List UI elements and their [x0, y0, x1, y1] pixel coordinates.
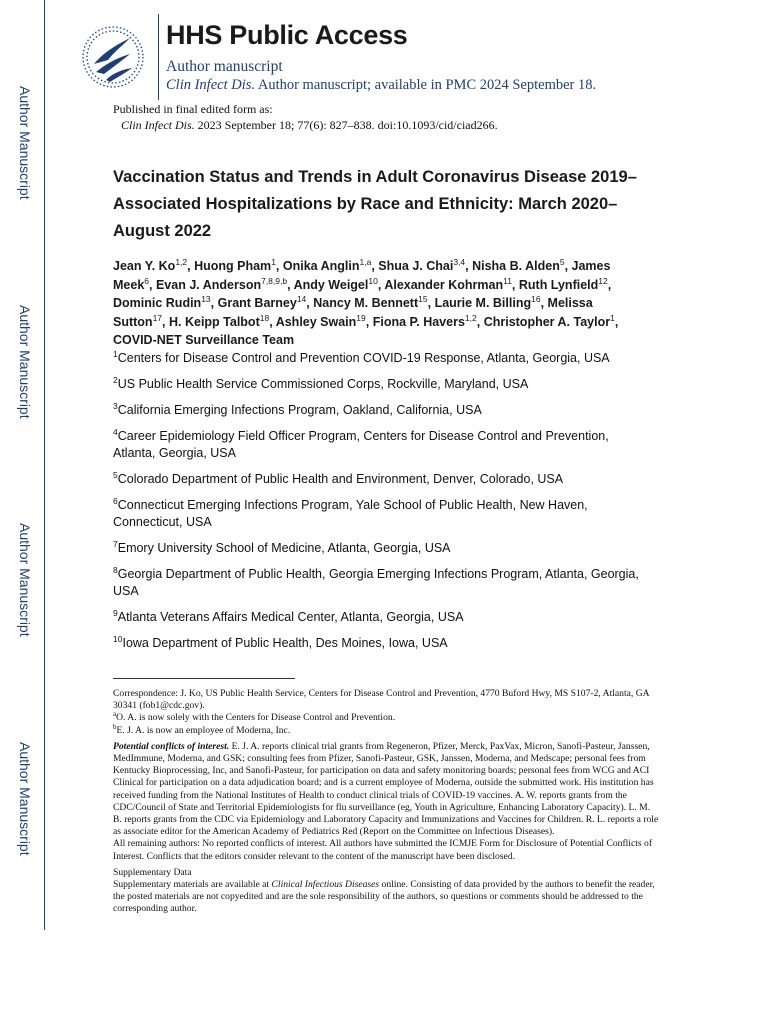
- affiliation-item: [113, 350, 653, 367]
- author-affiliation-marker: 10: [368, 275, 378, 286]
- affiliation-text: Career Epidemiology Field Officer Program, Centers for Disease Control and Prevention, Atlanta, Georgia, USA: [113, 429, 609, 460]
- supplementary-heading: Supplementary Data: [113, 866, 192, 878]
- author-separator: ,: [427, 296, 435, 310]
- author-separator: ,: [371, 259, 379, 273]
- author-name: Fiona P. Havers: [372, 314, 465, 329]
- affiliation-item: [113, 635, 653, 652]
- author-separator: ,: [607, 277, 612, 292]
- author-name: Andy Weigel: [293, 277, 369, 292]
- author-affiliation-marker: 1: [610, 312, 615, 323]
- author-separator: ,: [465, 259, 473, 273]
- affiliation-item: [113, 428, 653, 462]
- affiliation-number: 2: [113, 374, 118, 385]
- footnotes: [113, 688, 659, 916]
- supp-text-post: online. Consisting of data provided by the authors to benefit the reader, the posted materials are not copyedited and are the sole responsibility of the authors, so questions or comments should be addressed to the corresponding author.: [113, 879, 655, 915]
- affiliation-list: [113, 350, 653, 661]
- published-block: [113, 101, 498, 133]
- author-affiliation-marker: 1,a: [359, 256, 372, 267]
- affiliation-number: 7: [113, 538, 118, 549]
- author-separator: ,: [564, 259, 572, 273]
- author-list: [113, 257, 643, 350]
- author-name: Jean Y. Ko: [113, 259, 176, 273]
- author-separator: ,: [149, 277, 156, 292]
- author-separator: ,: [162, 314, 169, 329]
- affiliation-text: California Emerging Infections Program, Oakland, California, USA: [117, 403, 482, 417]
- author-name: Ashley Swain: [275, 314, 357, 329]
- affiliation-text: Iowa Department of Public Health, Des Moines, Iowa, USA: [122, 636, 448, 650]
- author-name: Dominic Rudin: [113, 296, 202, 310]
- affiliation-item: [113, 471, 653, 488]
- author-manuscript-label: Author manuscript: [166, 58, 283, 75]
- author-name: Ruth Lynfield: [518, 277, 599, 292]
- affiliation-item: [113, 609, 653, 626]
- affiliation-item: [113, 497, 653, 531]
- side-label-author-manuscript: Author Manuscript: [17, 742, 33, 856]
- citation-details: 2023 September 18; 77(6): 827–838. doi:10.1093/cid/ciad266.: [197, 118, 498, 132]
- citation-journal: Clin Infect Dis.: [121, 118, 195, 132]
- author-name: Grant Barney: [217, 296, 297, 310]
- author-separator: ,: [306, 296, 314, 310]
- availability-line: [166, 77, 596, 94]
- logo-container: [72, 14, 159, 100]
- affiliation-item: [113, 376, 653, 393]
- remaining-authors-note: All remaining authors: No reported conflicts of interest. All authors have submitted the ICMJE Form for Disclosure of Potential Conflicts of Interest. Conflicts that the editors consider relevant to the content of the manuscript have been disclosed.: [113, 838, 653, 862]
- author-separator: ,: [540, 296, 548, 310]
- author-name: Shua J. Chai: [378, 259, 454, 273]
- author-name: Christopher A. Taylor: [483, 314, 611, 329]
- author-affiliation-marker: 12: [598, 275, 608, 286]
- hhs-public-access-title: HHS Public Access: [166, 20, 408, 50]
- affiliation-text: Connecticut Emerging Infections Program, Yale School of Public Health, New Haven, Connecticut, USA: [113, 498, 588, 529]
- footnote-text: O. A. is now solely with the Centers for Disease Control and Prevention.: [116, 712, 396, 724]
- author-name: COVID-NET Surveillance Team: [113, 333, 295, 347]
- author-name: Nancy M. Bennett: [313, 296, 419, 310]
- affiliation-number: 9: [113, 607, 118, 618]
- footnote-b: [113, 722, 659, 737]
- affiliation-text: Emory University School of Medicine, Atlanta, Georgia, USA: [117, 541, 451, 555]
- author-separator: ,: [614, 314, 619, 329]
- affiliation-number: 5: [113, 469, 118, 480]
- author-affiliation-marker: 17: [152, 312, 163, 323]
- conflicts-label: Potential conflicts of interest.: [113, 740, 230, 752]
- author-separator: ,: [187, 259, 195, 273]
- author-affiliation-marker: 5: [559, 256, 565, 267]
- hhs-header: [72, 14, 752, 100]
- author-affiliation-marker: 15: [418, 293, 428, 304]
- side-label-author-manuscript: Author Manuscript: [17, 86, 33, 200]
- author-affiliation-marker: 3,4: [453, 256, 466, 267]
- side-label-author-manuscript: Author Manuscript: [17, 523, 33, 637]
- conflicts-text: E. J. A. reports clinical trial grants from Regeneron, Pfizer, Merck, PaxVax, Micron, Sanofi-Pasteur, Janssen, MedImmune, Moderna, and GSK; consulting fees from Pfizer, Sanofi-Pasteur, GSK, Janssen, Moderna, and Medscape; personal fees from Kentucky Bioprocessing, Inc, and Sanofi-Pasteur, for participation on data and safety monitoring boards; personal fees from WCG and ACI Clinical for participation on a data adjudication board; and is a current employee of Moderna, outside the submitted work. His institution has received funding from the National Institutes of Health to conduct clinical trials of COVID-19 vaccines. A. W. reports grants from the CDC/Council of State and Territorial Epidemiologists for flu surveillance (eg, Youth in Agriculture, Enhancing Laboratory Capacity). L. M. B. reports grants from the CDC via Epidemiology and Laboratory Capacity and Immunizations and Vaccines for Children. R. L. reports a role as associate editor for the American Academy of Pediatrics Red (Report on the Committee on Infectious Diseases).: [113, 740, 659, 838]
- author-name: Laurie M. Billing: [434, 296, 532, 310]
- affiliation-item: [113, 540, 653, 557]
- author-name: Onika Anglin: [282, 259, 360, 273]
- author-affiliation-marker: 1,2: [175, 256, 188, 267]
- supp-journal: Clinical Infectious Diseases: [271, 879, 380, 891]
- affiliation-number: 8: [113, 564, 118, 575]
- citation-line: [113, 117, 498, 133]
- affiliation-number: 4: [113, 426, 118, 437]
- footnote-a: [113, 712, 659, 724]
- author-affiliation-marker: 1: [271, 256, 276, 267]
- article-title: Vaccination Status and Trends in Adult Coronavirus Disease 2019–Associated Hospitalizations by Race and Ethnicity: March 2020–August 2022: [113, 168, 637, 240]
- affiliation-text: Atlanta Veterans Affairs Medical Center, Atlanta, Georgia, USA: [117, 610, 464, 624]
- author-affiliation-marker: 6: [144, 275, 150, 286]
- conflicts-of-interest: [113, 741, 659, 839]
- footnote-text: E. J. A. is now an employee of Moderna, Inc.: [116, 724, 291, 736]
- author-name: James Meek: [113, 259, 611, 292]
- affiliation-item: [113, 566, 653, 600]
- author-name: Huong Pham: [194, 259, 272, 273]
- author-separator: ,: [365, 314, 373, 329]
- author-affiliation-marker: 19: [356, 312, 366, 323]
- journal-abbrev: Clin Infect Dis.: [166, 77, 256, 93]
- hhs-eagle-logo-icon: [78, 24, 148, 90]
- availability-text: Author manuscript; available in PMC 2024 September 18.: [257, 77, 597, 93]
- author-separator: ,: [377, 277, 385, 292]
- author-affiliation-marker: 1,2: [464, 312, 477, 323]
- footnote-mark: a: [113, 710, 117, 719]
- author-affiliation-marker: 18: [259, 312, 270, 323]
- author-affiliation-marker: 11: [503, 275, 512, 286]
- affiliation-text: US Public Health Service Commissioned Corps, Rockville, Maryland, USA: [117, 377, 529, 391]
- author-separator: ,: [269, 314, 276, 329]
- affiliation-item: [113, 402, 653, 419]
- affiliation-number: 10: [113, 633, 123, 644]
- affiliation-text: Centers for Disease Control and Prevention COVID-19 Response, Atlanta, Georgia, USA: [117, 351, 610, 365]
- author-name: Nisha B. Alden: [472, 259, 560, 273]
- supp-text-pre: Supplementary materials are available at: [113, 879, 272, 891]
- author-separator: ,: [511, 277, 519, 292]
- author-name: Alexander Kohrman: [384, 277, 504, 292]
- author-name: H. Keipp Talbot: [169, 314, 260, 329]
- side-margin-bar: [0, 0, 45, 930]
- author-affiliation-marker: 16: [531, 293, 541, 304]
- author-separator: ,: [476, 314, 484, 329]
- correspondence-note: Correspondence: J. Ko, US Public Health Service, Centers for Disease Control and Prevention, 4770 Buford Hwy, MS S107-2, Atlanta, GA 30341 (fob1@cdc.gov).: [113, 688, 650, 712]
- affiliation-number: 6: [113, 495, 118, 506]
- author-affiliation-marker: 13: [201, 293, 211, 304]
- side-label-author-manuscript: Author Manuscript: [17, 305, 33, 419]
- author-separator: ,: [275, 259, 283, 273]
- author-name: Melissa Sutton: [113, 296, 593, 329]
- author-separator: ,: [287, 277, 294, 292]
- author-affiliation-marker: 14: [296, 293, 307, 304]
- affiliation-number: 1: [113, 348, 118, 359]
- affiliation-text: Georgia Department of Public Health, Georgia Emerging Infections Program, Atlanta, Georgia, USA: [113, 567, 639, 598]
- author-name: Evan J. Anderson: [155, 277, 262, 292]
- supplementary-text: [113, 879, 659, 916]
- author-affiliation-marker: 7,8,9,b: [261, 275, 288, 286]
- affiliation-number: 3: [113, 400, 118, 411]
- footnote-divider: [113, 678, 295, 679]
- published-label: Published in final edited form as:: [113, 102, 273, 116]
- author-separator: ,: [210, 296, 218, 310]
- footnote-mark: b: [113, 722, 117, 731]
- affiliation-text: Colorado Department of Public Health and Environment, Denver, Colorado, USA: [117, 472, 564, 486]
